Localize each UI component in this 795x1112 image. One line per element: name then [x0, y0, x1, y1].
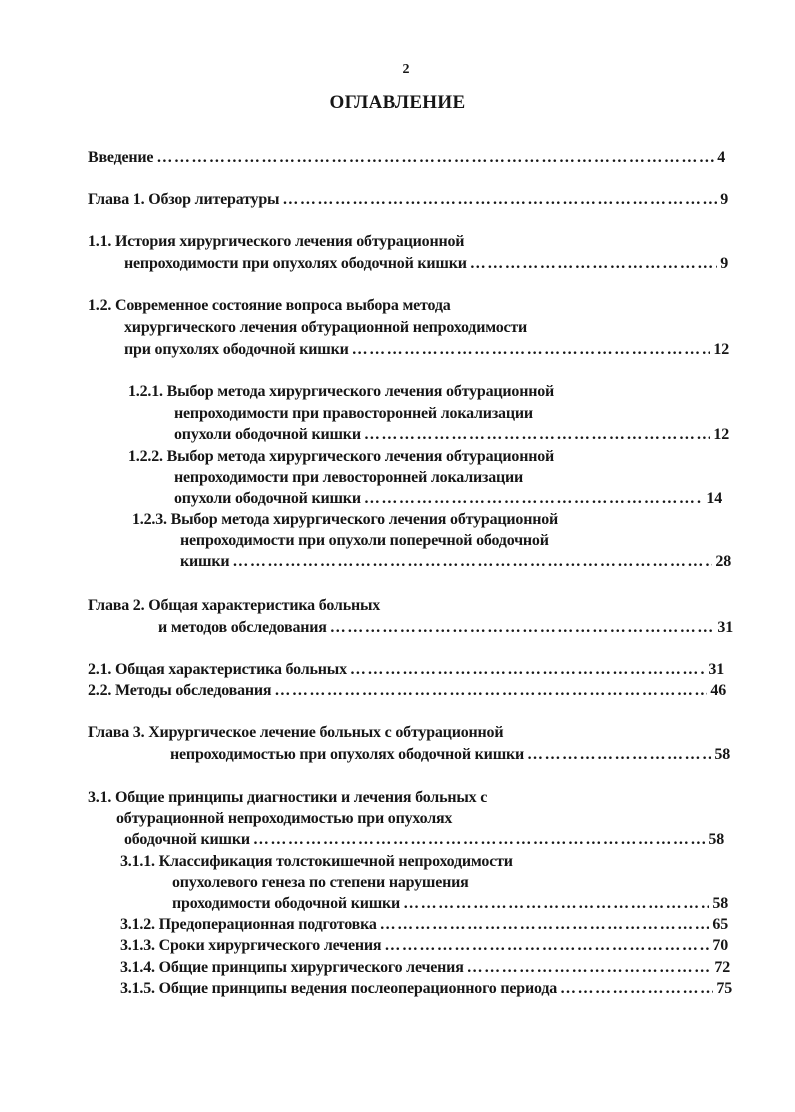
toc-entry-chapter-2 — [158, 618, 733, 638]
toc-entry-text: 3.1.2. Предоперационная подготовка — [120, 916, 377, 933]
toc-entry-chapter-1 — [88, 190, 728, 210]
toc-entry-1-2-1-line1: 1.2.1. Выбор метода хирургического лечения обтурационной — [128, 383, 555, 400]
toc-entry-3-1-1-line2: опухолевого генеза по степени нарушения — [172, 874, 469, 891]
toc-entry-3-1-1-line1: 3.1.1. Классификация толстокишечной непроходимости — [120, 853, 513, 870]
page-title: ОГЛАВЛЕНИЕ — [329, 92, 466, 113]
toc-entry-intro — [88, 148, 725, 168]
toc-entry-3-1-4 — [120, 958, 730, 978]
toc-page-number: 12 — [713, 426, 729, 443]
toc-page-number: 31 — [708, 661, 724, 678]
toc-entry-3-1 — [124, 830, 724, 850]
toc-entry-chapter-2-line1: Глава 2. Общая характеристика больных — [88, 597, 381, 614]
toc-entry-text: ободочной кишки — [124, 831, 250, 848]
toc-entry-1-2-line2: хирургического лечения обтурационной непроходимости — [124, 319, 528, 336]
toc-entry-text: 2.1. Общая характеристика больных — [88, 661, 347, 678]
toc-entry-3-1-line1: 3.1. Общие принципы диагностики и лечения больных с — [88, 789, 488, 806]
toc-page-number: 72 — [714, 959, 730, 976]
toc-entry-2-2 — [88, 681, 726, 701]
toc-entry-text: 3.1.4. Общие принципы хирургического лечения — [120, 959, 464, 976]
toc-page-number: 46 — [710, 682, 726, 699]
toc-page-number: 9 — [720, 191, 728, 208]
toc-entry-text: и методов обследования — [158, 619, 327, 636]
toc-entry-text: проходимости ободочной кишки — [172, 895, 401, 912]
toc-page-number: 58 — [714, 746, 730, 763]
toc-entry-text: непроходимостью при опухолях ободочной кишки — [170, 746, 525, 763]
toc-entry-1-2-line1: 1.2. Современное состояние вопроса выбора метода — [88, 297, 451, 314]
toc-entry-3-1-1 — [172, 894, 728, 914]
toc-entry-1-1-line1: 1.1. История хирургического лечения обтурационной — [88, 233, 465, 250]
toc-entry-chapter-3 — [170, 745, 730, 765]
toc-entry-1-2-2-line2: непроходимости при левосторонней локализации — [174, 469, 524, 486]
toc-entry-1-2-1 — [174, 425, 729, 445]
page-number: 2 — [402, 62, 410, 77]
toc-entry-text: Глава 1. Обзор литературы — [88, 191, 280, 208]
toc-entry-text: 2.2. Методы обследования — [88, 682, 272, 699]
toc-entry-3-1-line2: обтурационной непроходимостью при опухолях — [116, 810, 453, 827]
toc-entry-text: 3.1.3. Сроки хирургического лечения — [120, 937, 382, 954]
toc-entry-1-1 — [124, 254, 728, 274]
toc-entry-text: 3.1.5. Общие принципы ведения послеоперационного периода — [120, 980, 558, 997]
toc-page-number: 4 — [717, 149, 725, 166]
toc-page-number: 28 — [715, 553, 731, 570]
toc-entry-3-1-3 — [120, 936, 728, 956]
toc-entry-1-2-3-line1: 1.2.3. Выбор метода хирургического лечения обтурационной — [132, 511, 559, 528]
toc-page-number: 58 — [708, 831, 724, 848]
toc-entry-1-2-3-line2: непроходимости при опухоли поперечной ободочной — [180, 532, 549, 549]
toc-page-number: 31 — [717, 619, 733, 636]
toc-entry-text: при опухолях ободочной кишки — [124, 341, 349, 358]
toc-entry-2-1 — [88, 660, 724, 680]
toc-entry-chapter-3-line1: Глава 3. Хирургическое лечение больных с обтурационной — [88, 724, 504, 741]
toc-entry-1-2-3 — [180, 552, 731, 572]
toc-entry-text: Введение — [88, 149, 154, 166]
toc-entry-1-2-2-line1: 1.2.2. Выбор метода хирургического лечения обтурационной — [128, 448, 555, 465]
toc-entry-1-2-1-line2: непроходимости при правосторонней локализации — [174, 405, 533, 422]
toc-entry-1-2-2 — [174, 489, 722, 509]
toc-entry-text: опухоли ободочной кишки — [174, 426, 361, 443]
toc-page-number: 70 — [712, 937, 728, 954]
toc-page-number: 75 — [716, 980, 732, 997]
toc-entry-text: кишки — [180, 553, 230, 570]
toc-entry-3-1-5 — [120, 979, 732, 999]
toc-entry-text: опухоли ободочной кишки — [174, 490, 361, 507]
toc-page-number: 65 — [712, 916, 728, 933]
toc-entry-text: непроходимости при опухолях ободочной кишки — [124, 255, 467, 272]
toc-page-number: 14 — [706, 490, 722, 507]
toc-page-number: 12 — [713, 341, 729, 358]
toc-page-number: 9 — [720, 255, 728, 272]
toc-entry-1-2 — [124, 340, 729, 360]
toc-page-number: 58 — [712, 895, 728, 912]
toc-entry-3-1-2 — [120, 915, 728, 935]
